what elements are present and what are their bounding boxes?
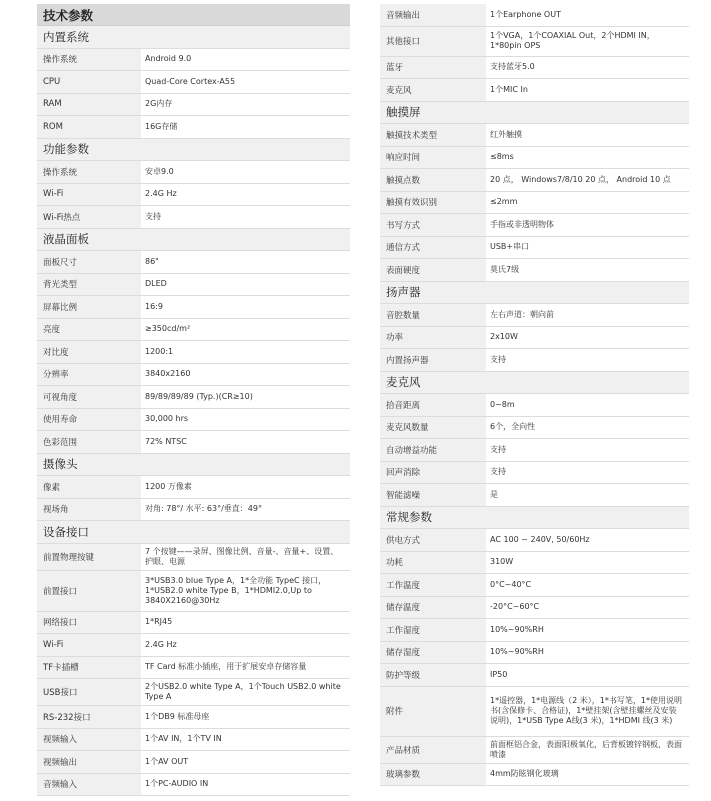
section-heading: 液晶面板	[37, 229, 350, 252]
section-heading: 常规参数	[380, 507, 689, 530]
spec-value: AC 100 ~ 240V, 50/60Hz	[486, 529, 689, 551]
section-heading: 摄像头	[37, 454, 350, 477]
spec-value: 前面框铝合金，表面阳极氧化，后背板镀锌钢板，表面喷漆	[486, 737, 689, 763]
spec-value: 左右声道：朝向前	[486, 304, 689, 326]
spec-label: 表面硬度	[380, 259, 486, 281]
spec-label: 音频输出	[380, 4, 486, 26]
spec-row	[37, 341, 350, 364]
spec-row	[380, 619, 689, 642]
spec-row	[380, 169, 689, 192]
spec-label: 亮度	[37, 319, 141, 341]
spec-value: 2x10W	[486, 327, 689, 349]
spec-row	[380, 259, 689, 282]
spec-title: 技术参数	[37, 4, 350, 26]
spec-value: USB+串口	[486, 237, 689, 259]
spec-row	[380, 417, 689, 440]
spec-label: 拾音距离	[380, 394, 486, 416]
spec-label: 分辨率	[37, 364, 141, 386]
spec-label: 防护等级	[380, 664, 486, 686]
spec-label: 通信方式	[380, 237, 486, 259]
spec-label: 工作湿度	[380, 619, 486, 641]
spec-value: 1*遥控器，1*电源线（2 米），1*书写笔，1*使用说明书(含保修卡、合格证)，1*壁挂架(含壁挂螺丝及安装说明)，1*USB Type A线(3 米)，1*HDMI 线(3 米)	[486, 687, 689, 736]
spec-label: 触摸点数	[380, 169, 486, 191]
spec-label: 附件	[380, 687, 486, 736]
spec-value: 莫氏7级	[486, 259, 689, 281]
spec-row	[380, 484, 689, 507]
spec-row	[37, 612, 350, 635]
spec-label: 像素	[37, 476, 141, 498]
spec-value: 支持	[486, 349, 689, 371]
section-heading: 设备接口	[37, 521, 350, 544]
spec-row	[37, 657, 350, 680]
spec-value: 10%~90%RH	[486, 642, 689, 664]
spec-label: TF卡插槽	[37, 657, 141, 679]
spec-value: ≤2mm	[486, 192, 689, 214]
spec-label: 玻璃参数	[380, 764, 486, 786]
spec-value: 手指或非透明物体	[486, 214, 689, 236]
spec-row	[37, 274, 350, 297]
spec-label: 产品材质	[380, 737, 486, 763]
spec-value: 支持蓝牙5.0	[486, 57, 689, 79]
spec-row	[37, 206, 350, 229]
spec-value: TF Card 标准小插座，用于扩展安卓存储容量	[141, 657, 350, 679]
spec-row	[37, 729, 350, 752]
spec-value: 1200 万像素	[141, 476, 350, 498]
spec-row	[37, 544, 350, 571]
spec-row	[380, 4, 689, 27]
spec-row	[380, 147, 689, 170]
spec-value: 30,000 hrs	[141, 409, 350, 431]
spec-value: 10%~90%RH	[486, 619, 689, 641]
spec-row	[380, 462, 689, 485]
spec-row	[37, 774, 350, 797]
spec-label: 可视角度	[37, 386, 141, 408]
spec-row	[380, 574, 689, 597]
spec-row	[37, 71, 350, 94]
spec-value: 6个，全向性	[486, 417, 689, 439]
spec-row	[37, 296, 350, 319]
spec-value: 1个PC-AUDIO IN	[141, 774, 350, 796]
spec-label: CPU	[37, 71, 141, 93]
spec-value: 86"	[141, 251, 350, 273]
spec-label: 操作系统	[37, 161, 141, 183]
spec-row	[380, 27, 689, 57]
spec-value: 1个VGA，1个COAXIAL Out，2个HDMI IN，1*80pin OPS	[486, 27, 689, 56]
spec-row	[380, 304, 689, 327]
spec-value: 3840x2160	[141, 364, 350, 386]
spec-value: 72% NTSC	[141, 431, 350, 453]
spec-row	[380, 192, 689, 215]
spec-row	[37, 634, 350, 657]
spec-row	[37, 571, 350, 612]
spec-value: 1个Earphone OUT	[486, 4, 689, 26]
spec-value: 2个USB2.0 white Type A，1个Touch USB2.0 white Type A	[141, 679, 350, 705]
spec-label: 视频输入	[37, 729, 141, 751]
spec-label: 对比度	[37, 341, 141, 363]
spec-value: 1*RJ45	[141, 612, 350, 634]
section-heading: 扬声器	[380, 282, 689, 305]
spec-value: ≤8ms	[486, 147, 689, 169]
spec-row	[37, 679, 350, 706]
spec-row	[380, 439, 689, 462]
section-heading: 内置系统	[37, 26, 350, 49]
spec-value: 1个DB9 标准母座	[141, 706, 350, 728]
spec-label: 响应时间	[380, 147, 486, 169]
spec-value: 支持	[486, 439, 689, 461]
spec-label: Wi-Fi	[37, 184, 141, 206]
spec-label: 面板尺寸	[37, 251, 141, 273]
spec-label: 触摸技术类型	[380, 124, 486, 146]
spec-label: 音频输入	[37, 774, 141, 796]
section-heading: 触摸屏	[380, 102, 689, 125]
spec-value: ≥350cd/m²	[141, 319, 350, 341]
spec-row	[380, 327, 689, 350]
spec-label: 触摸有效识别	[380, 192, 486, 214]
spec-label: 内置扬声器	[380, 349, 486, 371]
spec-value: 0°C~40°C	[486, 574, 689, 596]
spec-value: 对角: 78°/ 水平: 63°/垂直：49°	[141, 499, 350, 521]
spec-value: 1个MIC In	[486, 79, 689, 101]
spec-label: 智能滤噪	[380, 484, 486, 506]
section-heading: 麦克风	[380, 372, 689, 395]
spec-label: 前置接口	[37, 571, 141, 611]
spec-row	[37, 431, 350, 454]
spec-row	[37, 386, 350, 409]
spec-label: RAM	[37, 94, 141, 116]
spec-label: 回声消除	[380, 462, 486, 484]
spec-row	[37, 751, 350, 774]
spec-value: IP50	[486, 664, 689, 686]
spec-label: 其他接口	[380, 27, 486, 56]
spec-row	[380, 642, 689, 665]
spec-label: 供电方式	[380, 529, 486, 551]
spec-label: 自动增益功能	[380, 439, 486, 461]
spec-label: 储存湿度	[380, 642, 486, 664]
spec-label: 色彩范围	[37, 431, 141, 453]
spec-label: 前置物理按键	[37, 544, 141, 570]
spec-row	[37, 706, 350, 729]
spec-value: 16G存储	[141, 116, 350, 138]
spec-row	[37, 251, 350, 274]
spec-label: 蓝牙	[380, 57, 486, 79]
section-heading: 功能参数	[37, 139, 350, 162]
spec-value: 1个AV IN，1个TV IN	[141, 729, 350, 751]
spec-value: 红外触摸	[486, 124, 689, 146]
spec-row	[380, 687, 689, 737]
spec-value: Quad-Core Cortex-A55	[141, 71, 350, 93]
spec-row	[380, 79, 689, 102]
spec-value: 310W	[486, 552, 689, 574]
spec-row	[37, 184, 350, 207]
spec-value: Android 9.0	[141, 49, 350, 71]
spec-row	[37, 364, 350, 387]
spec-value: 20 点， Windows7/8/10 20 点， Android 10 点	[486, 169, 689, 191]
spec-label: 储存温度	[380, 597, 486, 619]
spec-row	[37, 319, 350, 342]
spec-label: 音腔数量	[380, 304, 486, 326]
spec-value: 4mm防眩钢化玻璃	[486, 764, 689, 786]
spec-value: 支持	[486, 462, 689, 484]
spec-label: 功率	[380, 327, 486, 349]
spec-label: 工作温度	[380, 574, 486, 596]
spec-row	[380, 237, 689, 260]
spec-label: 网络接口	[37, 612, 141, 634]
spec-value: 0~8m	[486, 394, 689, 416]
spec-row	[380, 394, 689, 417]
spec-label: 操作系统	[37, 49, 141, 71]
spec-value: 2G内存	[141, 94, 350, 116]
left-column	[37, 4, 350, 796]
spec-label: 功耗	[380, 552, 486, 574]
spec-row	[380, 664, 689, 687]
spec-row	[380, 552, 689, 575]
spec-row	[37, 476, 350, 499]
spec-row	[37, 409, 350, 432]
spec-value: 1个AV OUT	[141, 751, 350, 773]
spec-label: 视场角	[37, 499, 141, 521]
spec-value: 2.4G Hz	[141, 634, 350, 656]
spec-row	[380, 737, 689, 764]
spec-label: RS-232接口	[37, 706, 141, 728]
spec-label: ROM	[37, 116, 141, 138]
spec-label: 背光类型	[37, 274, 141, 296]
spec-row	[380, 124, 689, 147]
spec-row	[37, 499, 350, 522]
spec-row	[37, 161, 350, 184]
spec-value: 16:9	[141, 296, 350, 318]
spec-row	[380, 349, 689, 372]
spec-value: 安卓9.0	[141, 161, 350, 183]
spec-value: 1200:1	[141, 341, 350, 363]
spec-label: 使用寿命	[37, 409, 141, 431]
spec-value: 是	[486, 484, 689, 506]
spec-value: 支持	[141, 206, 350, 228]
spec-value: 2.4G Hz	[141, 184, 350, 206]
spec-row	[380, 214, 689, 237]
spec-label: 书写方式	[380, 214, 486, 236]
spec-label: 视频输出	[37, 751, 141, 773]
spec-label: 麦克风数量	[380, 417, 486, 439]
spec-row	[380, 597, 689, 620]
spec-value: 3*USB3.0 blue Type A，1*全功能 TypeC 接口，1*USB2.0 white Type B，1*HDMI2.0,Up to 3840X2160@30Hz	[141, 571, 350, 611]
spec-value: 89/89/89/89 (Typ.)(CR≥10)	[141, 386, 350, 408]
spec-label: 屏幕比例	[37, 296, 141, 318]
spec-row	[37, 49, 350, 72]
spec-row	[37, 116, 350, 139]
right-column	[380, 4, 689, 786]
spec-label: USB接口	[37, 679, 141, 705]
spec-label: Wi-Fi热点	[37, 206, 141, 228]
spec-label: Wi-Fi	[37, 634, 141, 656]
spec-value: -20°C~60°C	[486, 597, 689, 619]
spec-row	[380, 764, 689, 787]
spec-row	[380, 57, 689, 80]
spec-value: 7 个按键——录屏、图像比例、音量-、音量+、设置、护眼、电源	[141, 544, 350, 570]
spec-row	[37, 94, 350, 117]
spec-row	[380, 529, 689, 552]
spec-value: DLED	[141, 274, 350, 296]
spec-label: 麦克风	[380, 79, 486, 101]
